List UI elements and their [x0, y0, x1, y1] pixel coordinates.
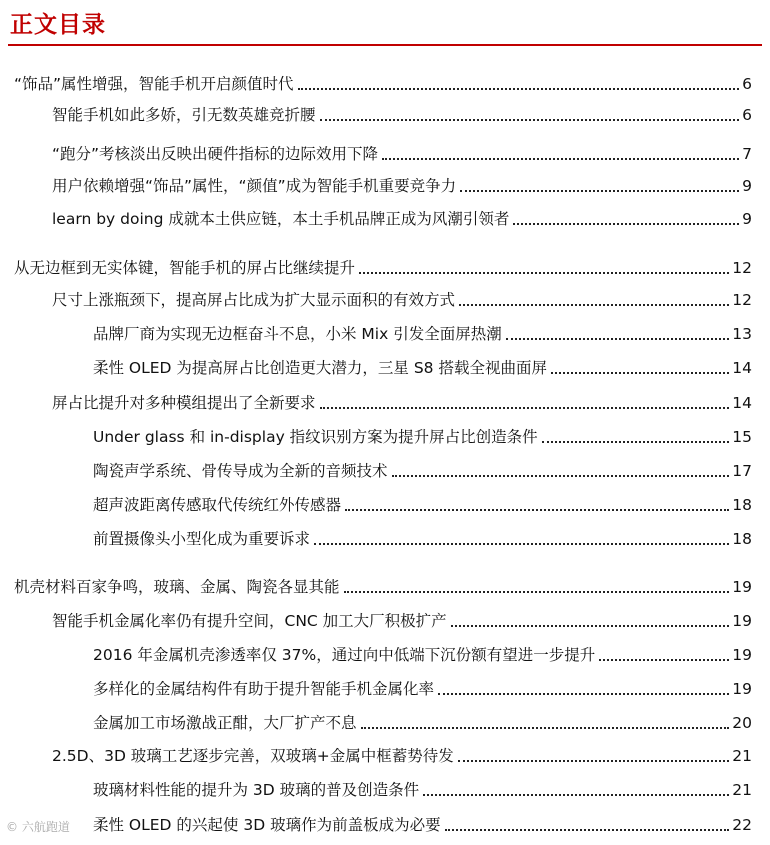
toc-entry-title: 尺寸上涨瓶颈下，提高屏占比成为扩大显示面积的有效方式 — [52, 291, 456, 309]
toc-section-entry[interactable] — [14, 575, 752, 597]
toc-page-number: 6 — [742, 75, 752, 93]
toc-leader-dots — [320, 407, 730, 409]
toc-entry-title: learn by doing 成就本土供应链，本土手机品牌正成为风潮引领者 — [52, 210, 510, 228]
toc-entry-title: 玻璃材料性能的提升为 3D 玻璃的普及创造条件 — [93, 781, 420, 799]
toc-entry-title: 前置摄像头小型化成为重要诉求 — [93, 530, 311, 548]
toc-leader-dots — [344, 591, 730, 593]
toc-leader-dots — [599, 659, 729, 661]
toc-page-number: 9 — [742, 177, 752, 195]
toc-leader-dots — [551, 372, 729, 374]
toc-page-number: 18 — [732, 496, 752, 514]
toc-section-entry[interactable] — [14, 256, 752, 278]
toc-page-number: 21 — [732, 747, 752, 765]
toc-leader-dots — [314, 543, 729, 545]
toc-page-number: 17 — [732, 462, 752, 480]
toc-leader-dots — [345, 509, 729, 511]
toc-subsection-entry[interactable] — [52, 142, 752, 164]
toc-page-number: 21 — [732, 781, 752, 799]
toc-leader-dots — [438, 693, 729, 695]
toc-leader-dots — [451, 625, 730, 627]
toc-page-number: 19 — [732, 612, 752, 630]
toc-page-number: 19 — [732, 578, 752, 596]
toc-leader-dots — [392, 475, 730, 477]
page-title: 正文目录 — [10, 11, 106, 38]
toc-page-number: 7 — [742, 145, 752, 163]
toc-page-number: 19 — [732, 646, 752, 664]
toc-entry-title: Under glass 和 in-display 指纹识别方案为提升屏占比创造条件 — [93, 428, 538, 446]
toc-subsubsection-entry[interactable] — [93, 527, 752, 549]
title-divider — [8, 44, 762, 46]
toc-page-number: 12 — [732, 291, 752, 309]
toc-subsection-entry[interactable] — [52, 609, 752, 631]
toc-subsection-entry[interactable] — [52, 103, 752, 125]
toc-page-number: 9 — [742, 210, 752, 228]
toc-page-number: 20 — [732, 714, 752, 732]
toc-subsubsection-entry[interactable] — [93, 322, 752, 344]
toc-leader-dots — [382, 158, 739, 160]
toc-leader-dots — [459, 304, 729, 306]
toc-entry-title: 柔性 OLED 的兴起使 3D 玻璃作为前盖板成为必要 — [93, 816, 441, 834]
toc-leader-dots — [298, 88, 740, 90]
toc-leader-dots — [423, 794, 729, 796]
toc-entry-title: 用户依赖增强“饰品”属性，“颜值”成为智能手机重要竞争力 — [52, 177, 457, 195]
toc-entry-title: 2.5D、3D 玻璃工艺逐步完善，双玻璃+金属中框蓄势待发 — [52, 747, 454, 765]
toc-entry-title: “跑分”考核淡出反映出硬件指标的边际效用下降 — [52, 145, 379, 163]
toc-page-number: 14 — [732, 394, 752, 412]
toc-entry-title: 机壳材料百家争鸣，玻璃、金属、陶瓷各显其能 — [14, 578, 340, 596]
toc-leader-dots — [445, 829, 730, 831]
toc-subsection-entry[interactable] — [52, 744, 752, 766]
toc-leader-dots — [320, 119, 740, 121]
toc-page-number: 13 — [732, 325, 752, 343]
toc-entry-title: 智能手机如此多娇，引无数英雄竞折腰 — [52, 106, 316, 124]
toc-entry-title: 陶瓷声学系统、骨传导成为全新的音频技术 — [93, 462, 388, 480]
toc-subsubsection-entry[interactable] — [93, 493, 752, 515]
toc-page-number: 22 — [732, 816, 752, 834]
toc-entry-title: 超声波距离传感取代传统红外传感器 — [93, 496, 342, 514]
toc-subsubsection-entry[interactable] — [93, 677, 752, 699]
toc-subsubsection-entry[interactable] — [93, 711, 752, 733]
toc-entry-title: 品牌厂商为实现无边框奋斗不息，小米 Mix 引发全面屏热潮 — [93, 325, 502, 343]
toc-leader-dots — [361, 727, 730, 729]
toc-page-number: 14 — [732, 359, 752, 377]
toc-leader-dots — [542, 441, 730, 443]
toc-entry-title: 金属加工市场激战正酣，大厂扩产不息 — [93, 714, 357, 732]
toc-subsection-entry[interactable] — [52, 207, 752, 229]
toc-subsubsection-entry[interactable] — [93, 643, 752, 665]
toc-entry-title: 柔性 OLED 为提高屏占比创造更大潜力，三星 S8 搭载全视曲面屏 — [93, 359, 547, 377]
toc-leader-dots — [458, 760, 729, 762]
toc-subsection-entry[interactable] — [52, 391, 752, 413]
toc-entry-title: “饰品”属性增强，智能手机开启颜值时代 — [14, 75, 294, 93]
toc-page-number: 19 — [732, 680, 752, 698]
toc-subsubsection-entry[interactable] — [93, 813, 752, 835]
toc-page-number: 6 — [742, 106, 752, 124]
toc-page-number: 12 — [732, 259, 752, 277]
toc-page-number: 18 — [732, 530, 752, 548]
toc-entry-title: 屏占比提升对多种模组提出了全新要求 — [52, 394, 316, 412]
toc-subsubsection-entry[interactable] — [93, 778, 752, 800]
watermark: © 六航跑道 — [6, 820, 70, 834]
toc-entry-title: 2016 年金属机壳渗透率仅 37%，通过向中低端下沉份额有望进一步提升 — [93, 646, 596, 664]
toc-leader-dots — [506, 338, 730, 340]
toc-leader-dots — [513, 223, 739, 225]
toc-entry-title: 智能手机金属化率仍有提升空间，CNC 加工大厂积极扩产 — [52, 612, 447, 630]
toc-leader-dots — [460, 190, 739, 192]
toc-page-number: 15 — [732, 428, 752, 446]
toc-entry-title: 从无边框到无实体键，智能手机的屏占比继续提升 — [14, 259, 356, 277]
toc-section-entry[interactable] — [14, 72, 752, 94]
toc-subsubsection-entry[interactable] — [93, 459, 752, 481]
toc-subsection-entry[interactable] — [52, 174, 752, 196]
toc-entry-title: 多样化的金属结构件有助于提升智能手机金属化率 — [93, 680, 435, 698]
toc-leader-dots — [359, 272, 729, 274]
toc-subsubsection-entry[interactable] — [93, 356, 752, 378]
toc-subsection-entry[interactable] — [52, 288, 752, 310]
toc-subsubsection-entry[interactable] — [93, 425, 752, 447]
